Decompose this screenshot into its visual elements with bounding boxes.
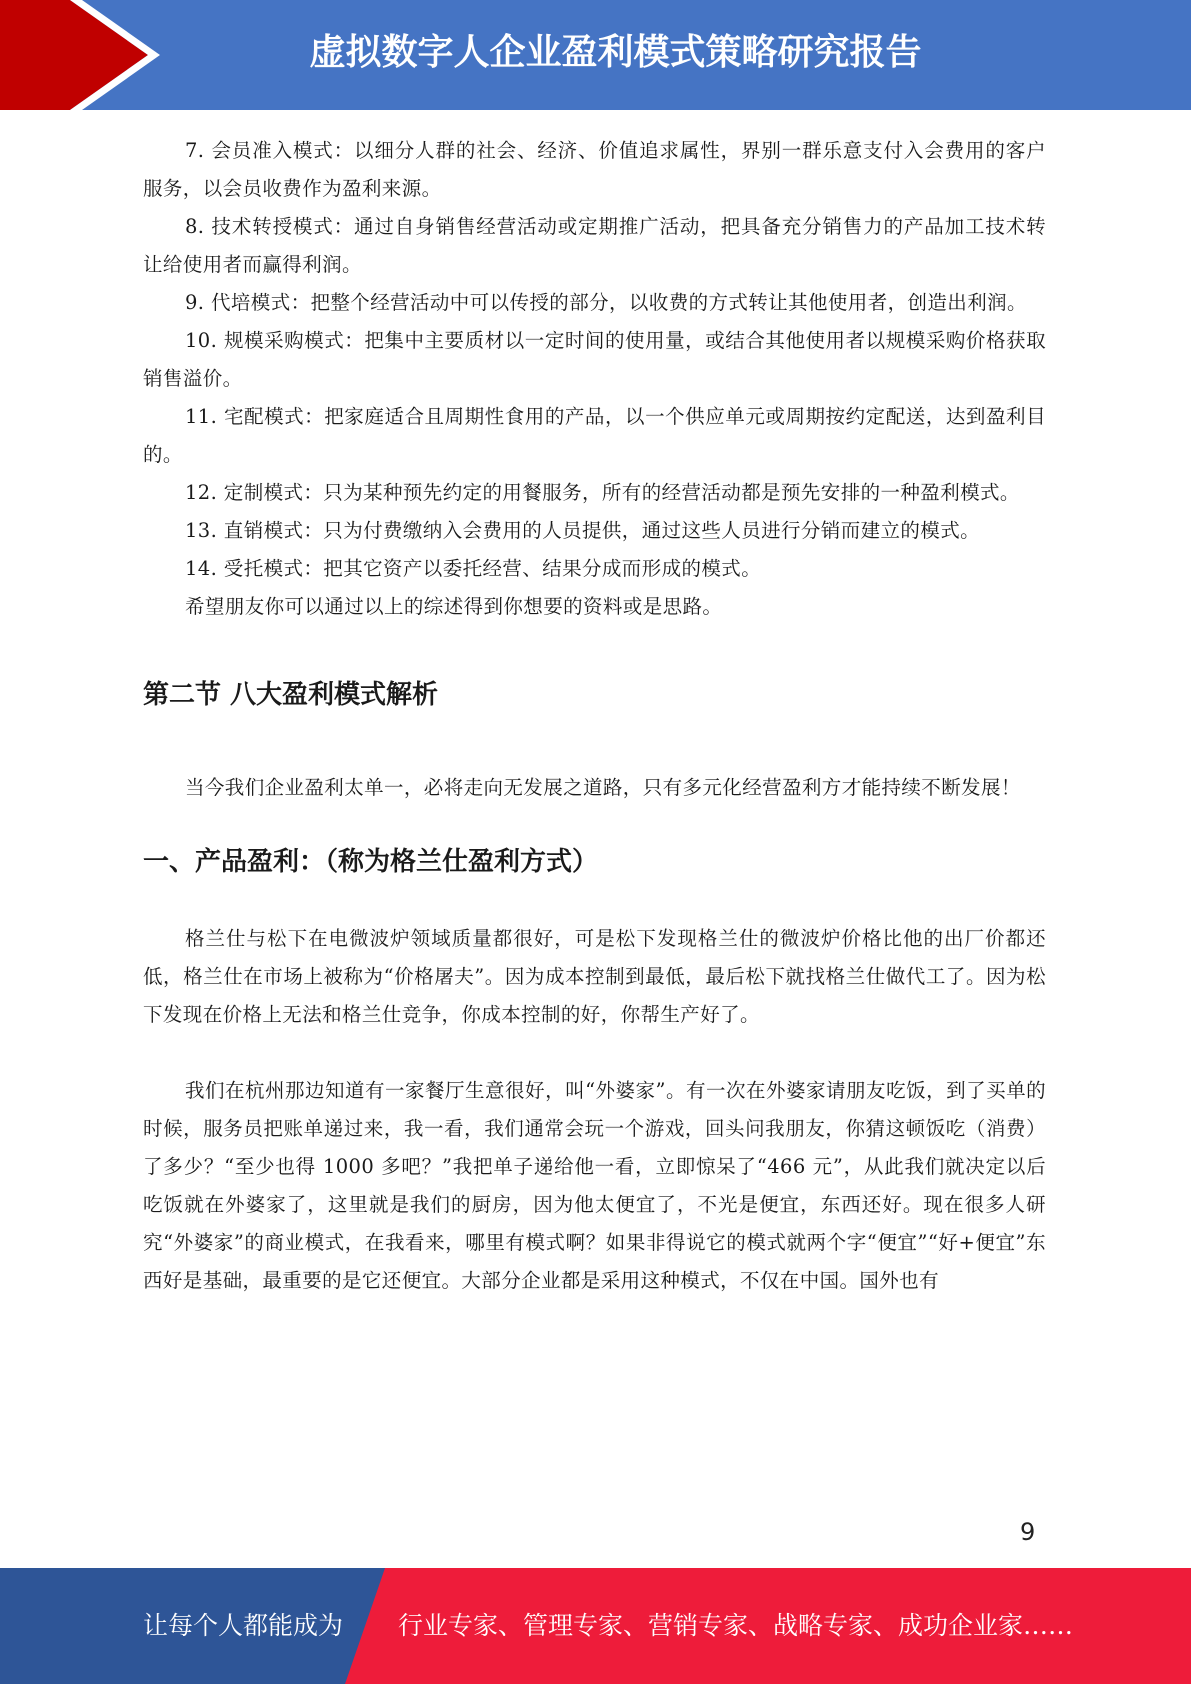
list-item-12: 12. 定制模式：只为某种预先约定的用餐服务，所有的经营活动都是预先安排的一种盈利模式。 [185, 481, 1020, 504]
page-footer [0, 1568, 1191, 1684]
list-item-13: 13. 直销模式：只为付费缴纳入会费用的人员提供，通过这些人员进行分销而建立的模式。 [185, 519, 981, 542]
list-item-10: 10. 规模采购模式：把集中主要质材以一定时间的使用量，或结合其他使用者以规模采购价格获取销售溢价。 [143, 329, 1046, 390]
closing-paragraph: 希望朋友你可以通过以上的综述得到你想要的资料或是思路。 [185, 595, 723, 618]
report-title: 虚拟数字人企业盈利模式策略研究报告 [309, 32, 922, 73]
section-heading: 第二节 八大盈利模式解析 [143, 680, 439, 710]
subsection-heading: 一、产品盈利：（称为格兰仕盈利方式） [143, 847, 599, 877]
list-item-8: 8. 技术转授模式：通过自身销售经营活动或定期推广活动，把具备充分销售力的产品加工技术转让给使用者而赢得利润。 [143, 215, 1046, 276]
page-content [143, 132, 1046, 1300]
list-item-9: 9. 代培模式：把整个经营活动中可以传授的部分，以收费的方式转让其他使用者，创造出利润。 [185, 291, 1027, 314]
list-item-7: 7. 会员准入模式：以细分人群的社会、经济、价值追求属性，界别一群乐意支付入会费用的客户服务，以会员收费作为盈利来源。 [143, 139, 1046, 200]
footer-slogan-right: 行业专家、管理专家、营销专家、战略专家、成功企业家…… [398, 1611, 1074, 1640]
footer-slogan-left: 让每个人都能成为 [143, 1611, 344, 1640]
page-number: 9 [1020, 1518, 1036, 1546]
body-paragraph-1: 格兰仕与松下在电微波炉领域质量都很好，可是松下发现格兰仕的微波炉价格比他的出厂价都还低，格兰仕在市场上被称为“价格屠夫”。因为成本控制到最低，最后松下就找格兰仕做代工了。因为松下发现在价格上无法和格兰仕竞争，你成本控制的好，你帮生产好了。 [143, 927, 1046, 1026]
list-item-11: 11. 宅配模式：把家庭适合且周期性食用的产品，以一个供应单元或周期按约定配送，达到盈利目的。 [143, 405, 1046, 466]
list-item-14: 14. 受托模式：把其它资产以委托经营、结果分成而形成的模式。 [185, 557, 762, 580]
section-intro: 当今我们企业盈利太单一，必将走向无发展之道路，只有多元化经营盈利方才能持续不断发展！ [185, 776, 1021, 799]
page-header [0, 0, 1191, 110]
body-paragraph-2: 我们在杭州那边知道有一家餐厅生意很好，叫“外婆家”。有一次在外婆家请朋友吃饭，到了买单的时候，服务员把账单递过来，我一看，我们通常会玩一个游戏，回头问我朋友，你猜这顿饭吃（消费）了多少？“至少也得 1000 多吧？”我把单子递给他一看，立即惊呆了“466 元”，从此我们就决定以后吃饭就在外婆家了，这里就是我们的厨房，因为他太便宜了，不光是便宜，东西还好。现在很多人研究“外婆家”的商业模式，在我看来，哪里有模式啊？如果非得说它的模式就两个字“便宜”“好+便宜”东西好是基础，最重要的是它还便宜。大部分企业都是采用这种模式，不仅在中国。国外也有 [143, 1079, 1046, 1292]
